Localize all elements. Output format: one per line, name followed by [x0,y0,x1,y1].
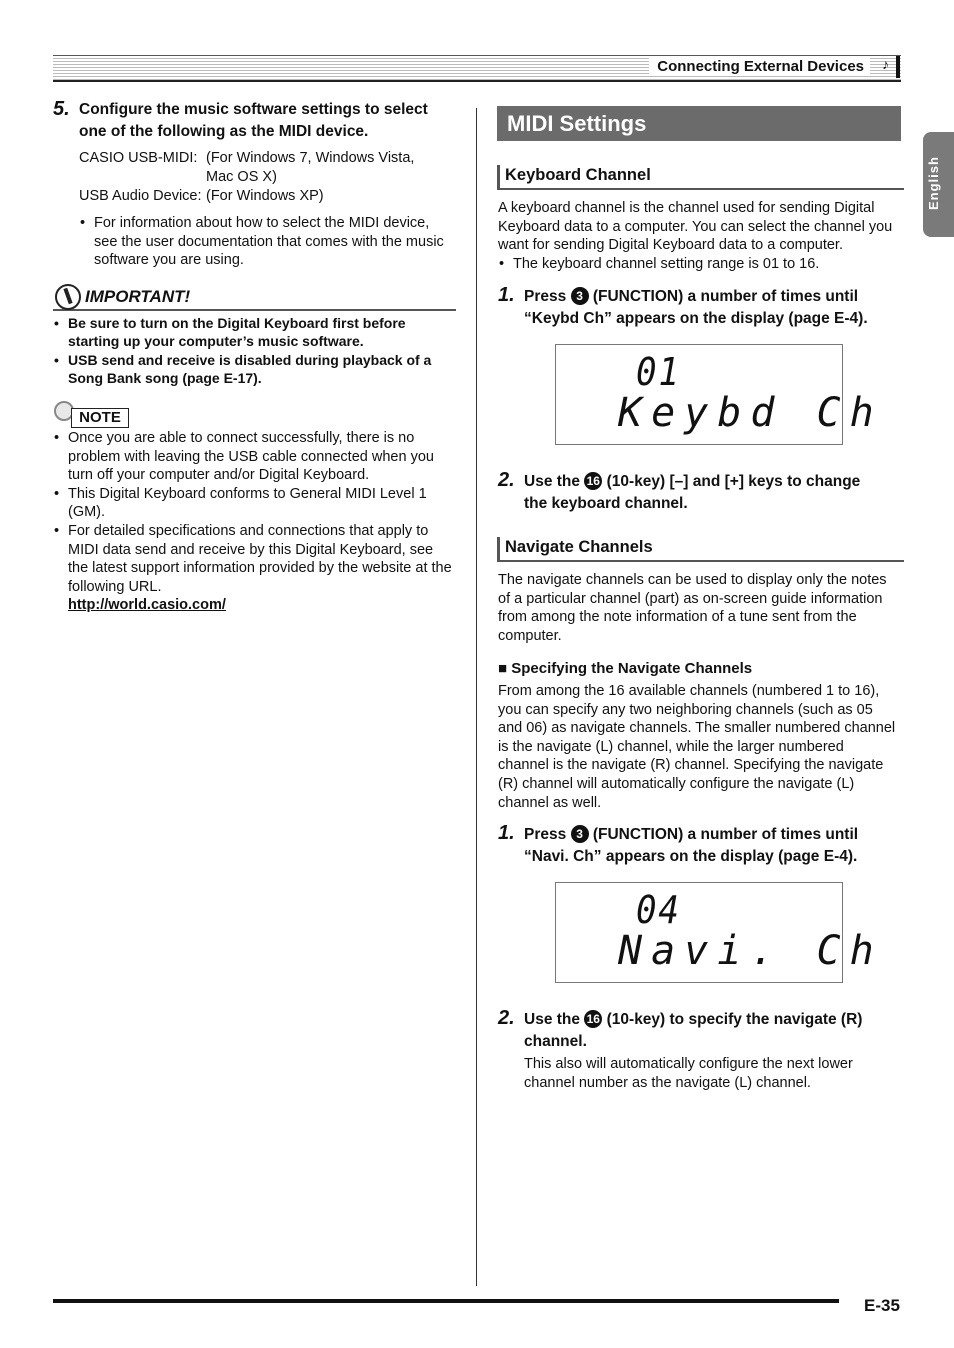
step-instruction: Use the 16 (10-key) to specify the navigate (R) channel. [524,1011,863,1051]
lcd-display [555,882,883,983]
navigate-channels-para: The navigate channels can be used to display only the notes of a particular channel (part) as on-screen guide information from among the note information of a tune sent from the computer. [498,572,887,644]
device-value-casio: (For Windows 7, Windows Vista, Mac OS X) [206,150,415,185]
list-item: • For detailed specifications and connections that apply to MIDI data send and receive by this Digital Keyboard, see the latest support information provided by the website at the following URL. http://world.casio.com/ [53,522,458,615]
list-item: • Once you are able to connect successfully, there is no problem with leaving the USB cable connected when you turn off your computer and/or Digital Keyboard. [53,429,458,485]
lcd-display [555,344,883,445]
step-instruction: Configure the music software settings to select one of the following as the MIDI device. [79,101,428,141]
button-number-icon: 3 [571,287,589,305]
eighth-note-icon: ♪ [882,56,889,72]
list-item: • For information about how to select the MIDI device, see the user documentation that comes with the music software you are using. [79,214,459,270]
note-heading: NOTE [71,408,129,428]
list-item: • The keyboard channel setting range is 01 to 16. [498,255,898,274]
running-header-title: Connecting External Devices [649,58,870,75]
step-number: 5. [53,98,70,120]
step-number: 2. [498,469,515,491]
list-item: • This Digital Keyboard conforms to General MIDI Level 1 (GM). [53,485,458,522]
casio-url-link[interactable]: http://world.casio.com/ [68,597,226,614]
page-number: E-35 [864,1296,900,1315]
list-item: • USB send and receive is disabled during playback of a Song Bank song (page E-17). [53,351,458,388]
keyboard-channel-bullets [498,255,898,274]
pen-icon [55,284,81,310]
lcd-line-1: 01 [636,350,681,394]
lcd-line-1: 04 [636,888,681,932]
list-item: • Be sure to turn on the Digital Keyboard first before starting up your computer’s music software. [53,314,458,351]
specifying-subheading: ■ Specifying the Navigate Channels [498,660,753,677]
column-divider [476,108,477,1286]
step-number: 1. [498,822,515,844]
note-list [53,429,458,615]
subsection-heading: Keyboard Channel [505,166,651,184]
device-value-usb: (For Windows XP) [206,188,324,204]
footer-rule [53,1299,839,1303]
important-heading: IMPORTANT! [85,287,191,306]
device-label-casio: CASIO USB-MIDI: [79,150,198,166]
button-number-icon: 16 [584,1010,602,1028]
step5-bullet-list [79,214,459,270]
step-number: 1. [498,284,515,306]
lcd-line-2: Keybd Ch [618,390,883,436]
section-title: MIDI Settings [507,111,647,136]
language-tab-label: English [926,156,941,210]
keyboard-channel-para: A keyboard channel is the channel used for sending Digital Keyboard data to a computer. You can select the channel you want for sending Digital Keyboard data to a computer. [498,200,893,254]
step-number: 2. [498,1007,515,1029]
subsection-keyboard-channel [497,165,904,190]
section-title-bar [497,106,901,141]
step-instruction: Press 3 (FUNCTION) a number of times until “Keybd Ch” appears on the display (page E-4). [524,288,868,328]
step-instruction: Press 3 (FUNCTION) a number of times until “Navi. Ch” appears on the display (page E-4). [524,826,859,866]
button-number-icon: 16 [584,472,602,490]
important-list [53,314,458,388]
subsection-navigate-channels [497,537,904,562]
step-instruction: Use the 16 (10-key) [–] and [+] keys to change the keyboard channel. [524,473,861,513]
step-note: This also will automatically configure the next lower channel number as the navigate (L) channel. [524,1056,853,1091]
specifying-para: From among the 16 available channels (numbered 1 to 16), you can specify any two neighboring channels (such as 05 and 06) as navigate channels. The smaller numbered channel is the navigate (L) channel, while the larger numbered channel is the navigate (R) channel. Specifying the navigate (R) channel will automatically configure the navigate (L) channel as well. [498,683,896,811]
button-number-icon: 3 [571,825,589,843]
lcd-line-2: Navi. Ch [618,928,883,974]
language-tab[interactable] [923,132,954,237]
device-label-usb: USB Audio Device: [79,188,202,204]
subsection-heading: Navigate Channels [505,538,653,556]
